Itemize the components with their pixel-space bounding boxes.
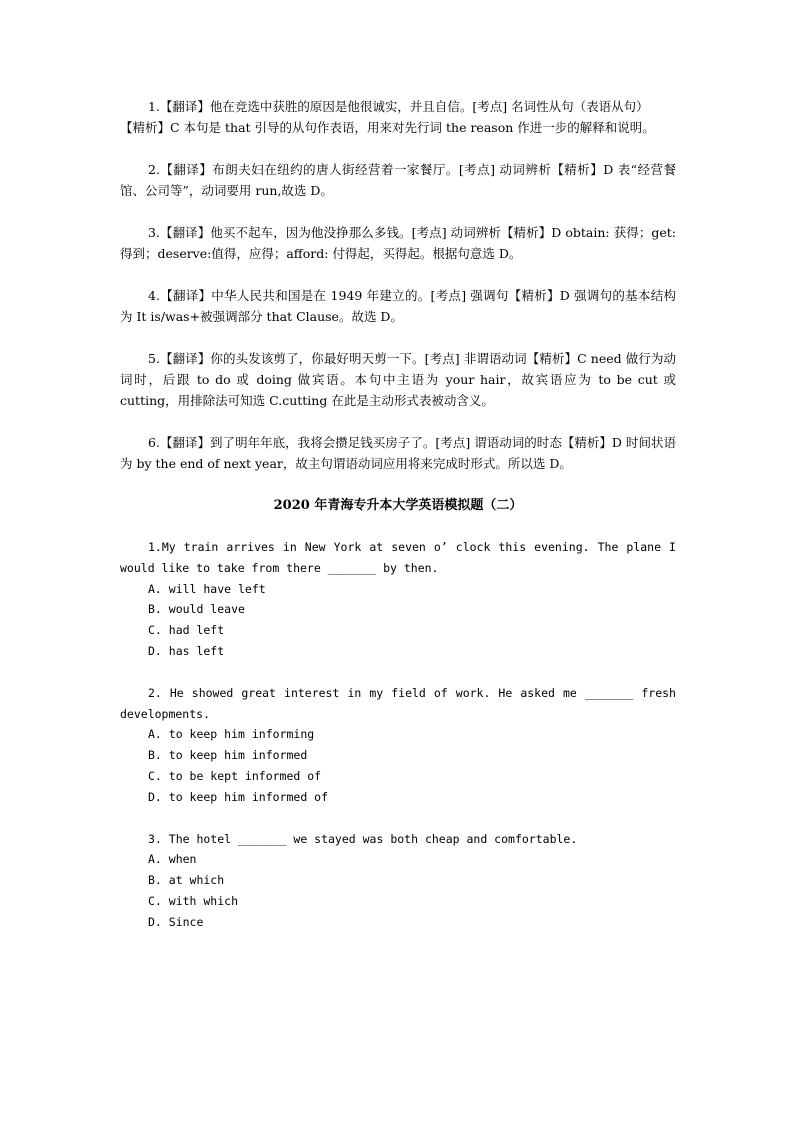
question-1-option-a: A. will have left	[148, 581, 266, 596]
answer-2-explanation: 2.【翻译】布朗夫妇在纽约的唐人街经营着一家餐厅。[考点] 动词辨析【精析】D 表“经营餐馆、公司等”，动词要用 run,故选 D。	[120, 162, 676, 198]
section-title: 2020 年青海专升本大学英语模拟题（二）	[273, 498, 523, 513]
answer-4-explanation: 4.【翻译】中华人民共和国是在 1949 年建立的。[考点] 强调句【精析】D 强调句的基本结构为 It is/was+被强调部分 that Clause。故选 D。	[120, 288, 676, 324]
question-3-option-a: A. when	[148, 852, 197, 867]
question-2-option-d: D. to keep him informed of	[148, 789, 329, 804]
question-1-option-c: C. had left	[148, 623, 225, 638]
question-3-option-b: B. at which	[148, 873, 225, 888]
question-1-option-b: B. would leave	[148, 602, 245, 617]
question-2-option-c: C. to be kept informed of	[148, 768, 322, 783]
question-1-option-d: D. has left	[148, 643, 225, 658]
answer-1-explanation: 1.【翻译】他在竞选中获胜的原因是他很诚实，并且自信。[考点] 名词性从句（表语从句）	[148, 99, 649, 114]
answer-1-analysis: 【精析】C 本句是 that 引导的从句作表语，用来对先行词 the reason 作进一步的解释和说明。	[120, 120, 655, 135]
answer-3-explanation: 3.【翻译】他买不起车，因为他没挣那么多钱。[考点] 动词辨析【精析】D obtain: 获得；get: 得到；deserve:值得，应得；afford: 付得起，买得起。根据句意选 D。	[120, 225, 676, 261]
question-2-option-b: B. to keep him informed	[148, 748, 308, 763]
question-2-stem: 2. He showed great interest in my field of work. He asked me _______ fresh developments.	[120, 685, 676, 721]
question-1-stem: 1.My train arrives in New York at seven o’ clock this evening. The plane I would like to take from there _______ by then.	[120, 540, 676, 575]
content-column	[120, 96, 676, 933]
question-3-option-d: D. Since	[148, 914, 204, 929]
question-2-option-a: A. to keep him informing	[148, 727, 315, 742]
answer-6-explanation: 6.【翻译】到了明年年底，我将会攒足钱买房子了。[考点] 谓语动词的时态【精析】D 时间状语为 by the end of next year，故主句谓语动词应用将来完成时形式。所以选 D。	[120, 435, 676, 471]
answer-5-explanation: 5.【翻译】你的头发该剪了，你最好明天剪一下。[考点] 非谓语动词【精析】C need 做行为动词时，后跟 to do 或 doing 做宾语。本句中主语为 your hair，故宾语应为 to be cut 或 cutting，用排除法可知选 C.cutting 在此是主动形式表被动含义。	[120, 351, 676, 408]
question-3-option-c: C. with which	[148, 893, 239, 908]
question-3-stem: 3. The hotel _______ we stayed was both cheap and comfortable.	[148, 831, 578, 846]
